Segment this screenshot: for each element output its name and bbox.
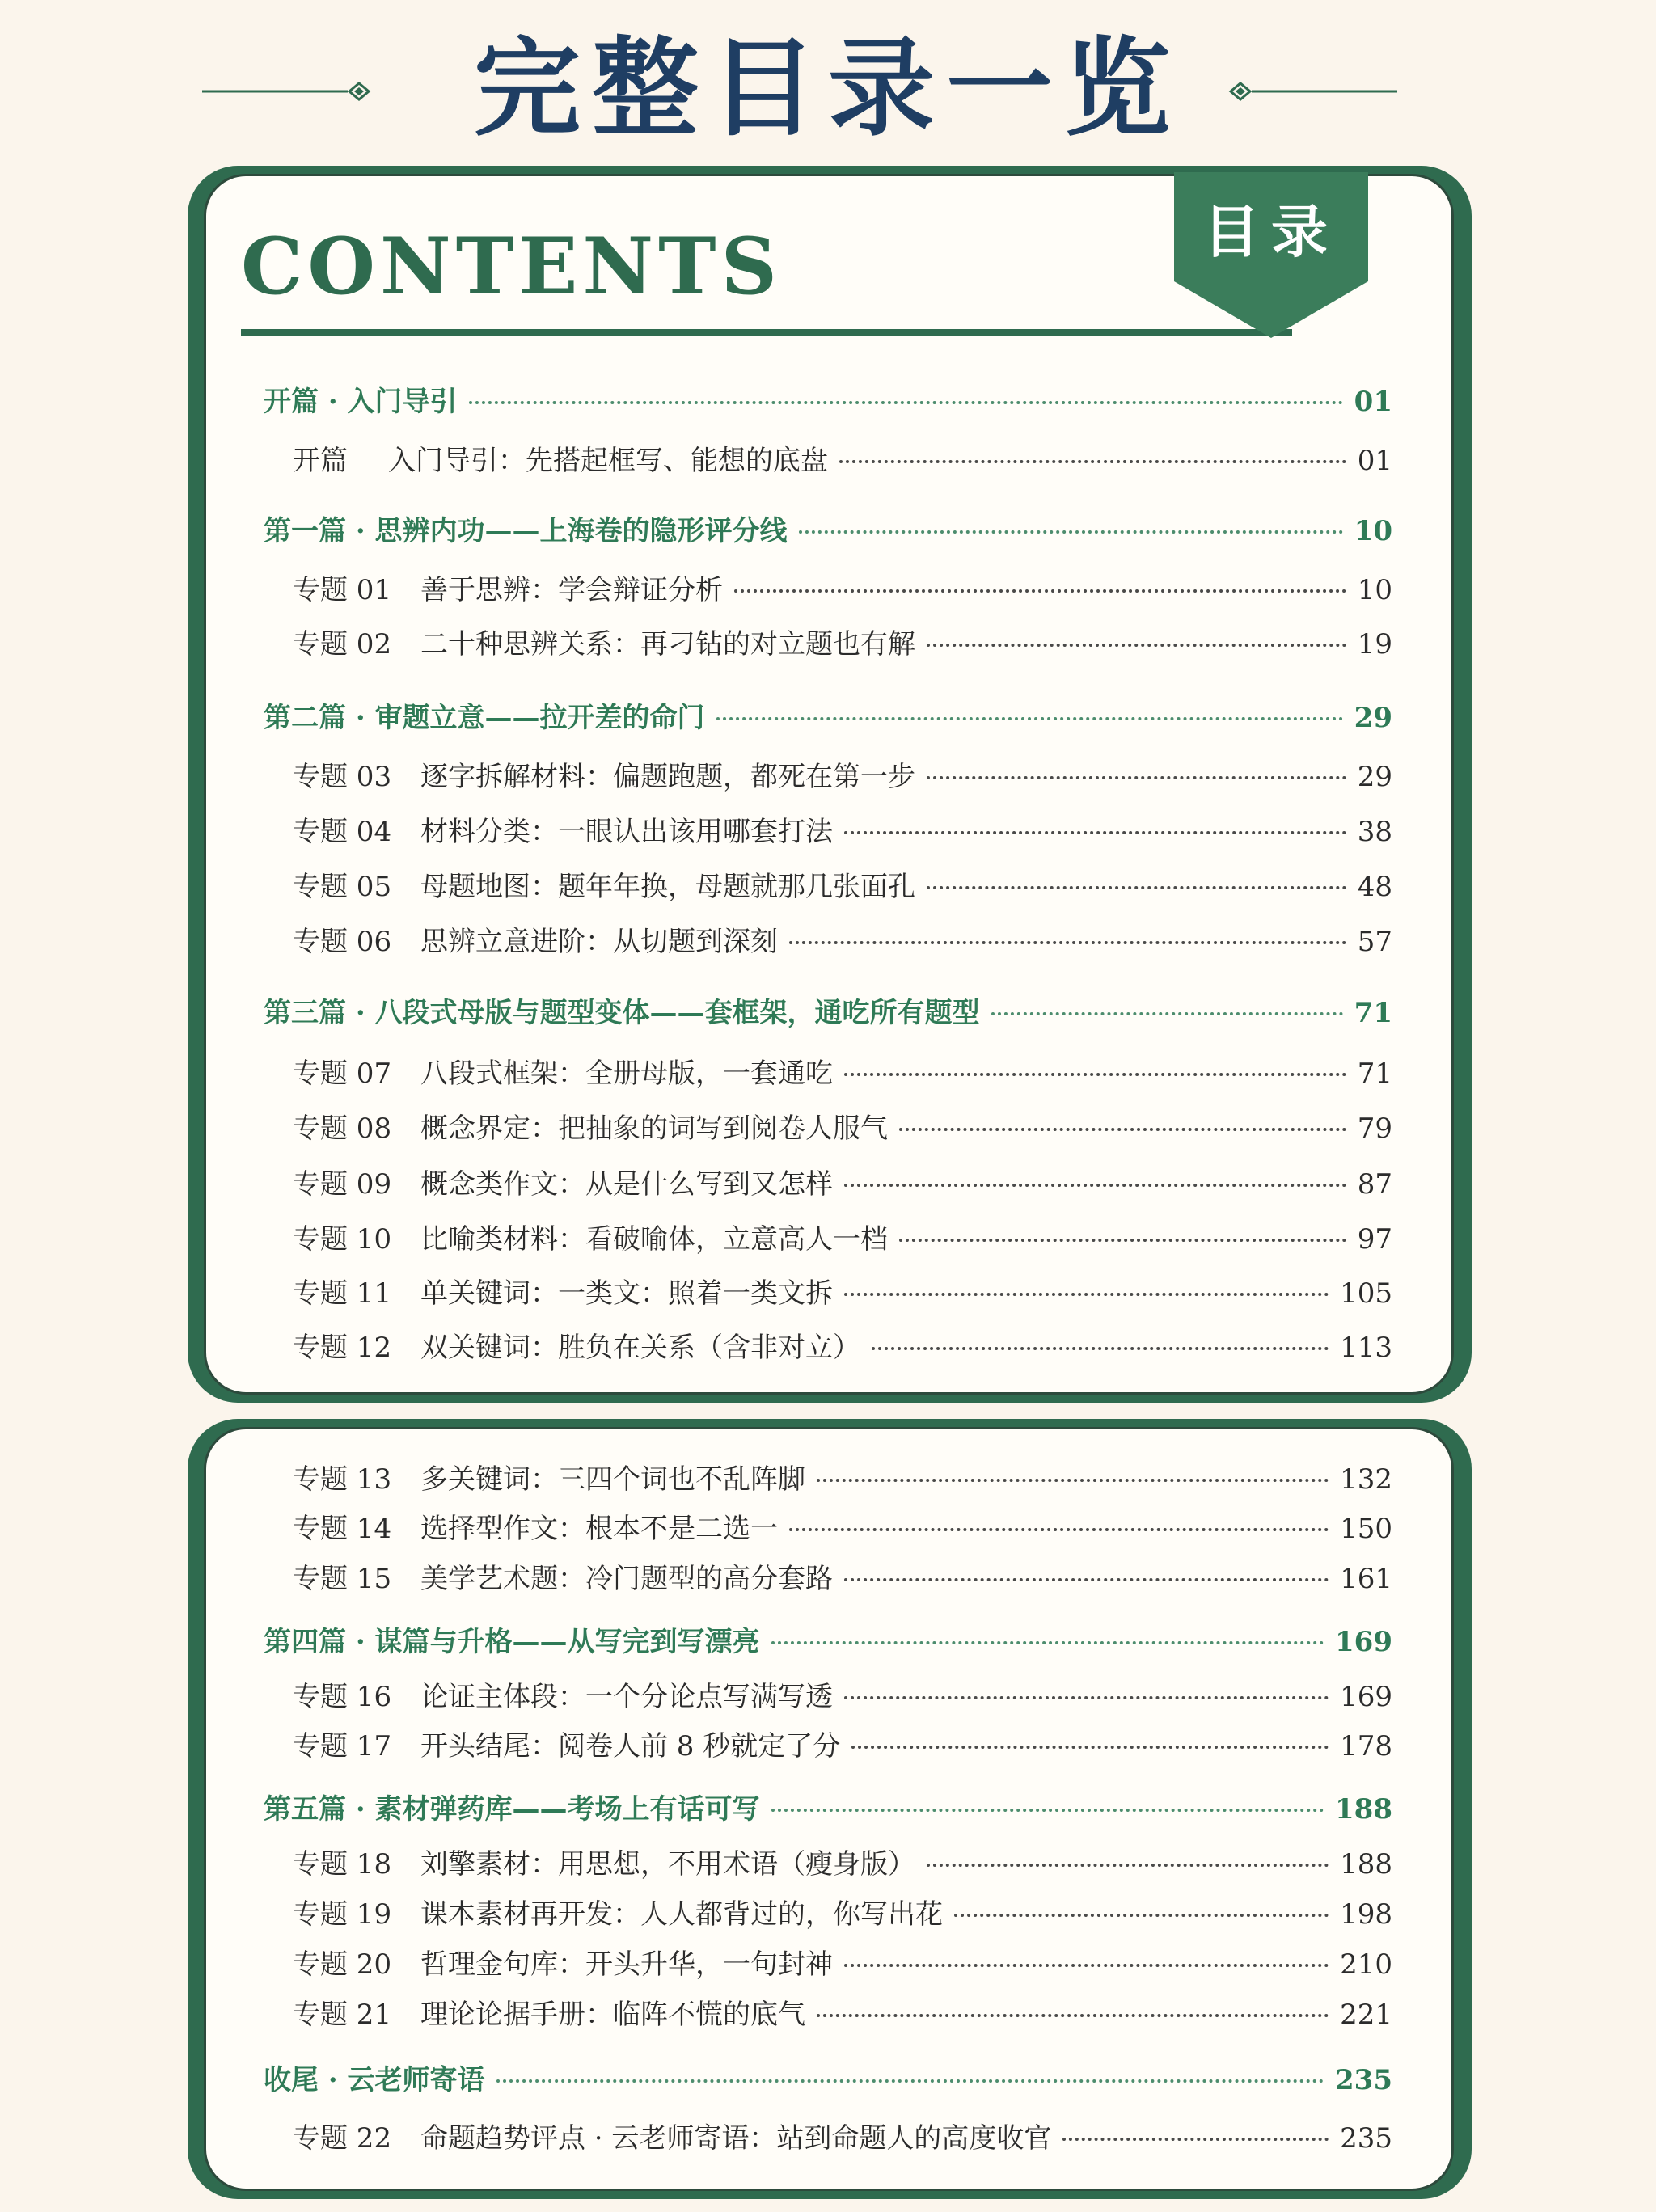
toc-page-number: 105 <box>1340 1277 1392 1310</box>
page-header <box>0 16 1656 162</box>
toc-item-number: 专题 03 <box>293 761 392 793</box>
toc-item-title: 刘擎素材：用思想，不用术语（瘦身版） <box>420 1848 915 1881</box>
dot-leader <box>716 717 1343 720</box>
contents-divider <box>241 329 1292 336</box>
toc-item-title: 入门导引：先搭起框写、能想的底盘 <box>388 445 828 477</box>
toc-page-number: 29 <box>1354 702 1392 734</box>
dot-leader <box>844 1293 1329 1296</box>
mulu-badge-label: 目录 <box>1203 199 1339 265</box>
toc-section-row[interactable] <box>264 382 1392 422</box>
toc-item-number: 专题 02 <box>293 628 392 661</box>
toc-item-title: 逐字拆解材料：偏题跑题，都死在第一步 <box>420 761 915 793</box>
toc-item-number: 专题 06 <box>293 926 392 958</box>
toc-item-number: 专题 08 <box>293 1112 392 1145</box>
toc-item-row[interactable] <box>293 1164 1392 1205</box>
toc-page-number: 48 <box>1357 871 1392 903</box>
toc-item-row[interactable] <box>293 867 1392 907</box>
toc-item-title: 课本素材再开发：人人都背过的，你写出花 <box>420 1898 943 1931</box>
dot-leader <box>817 2014 1329 2017</box>
dot-leader <box>771 1809 1324 1812</box>
dot-leader <box>927 886 1346 889</box>
toc-item-row[interactable] <box>293 1995 1392 2035</box>
toc-page-number: 178 <box>1340 1730 1392 1762</box>
toc-section-row[interactable] <box>264 1789 1392 1830</box>
dot-leader <box>844 831 1346 834</box>
toc-item-row[interactable] <box>293 1328 1392 1368</box>
toc-page-number: 188 <box>1335 1793 1392 1826</box>
toc-item-title: 善于思辨：学会辩证分析 <box>420 574 723 606</box>
toc-page-number: 198 <box>1340 1898 1392 1931</box>
dot-leader <box>991 1012 1343 1015</box>
toc-page-number: 150 <box>1340 1513 1392 1545</box>
toc-section-row[interactable] <box>264 2060 1392 2100</box>
toc-item-number: 专题 13 <box>293 1463 392 1496</box>
dot-leader <box>839 460 1346 463</box>
dot-leader <box>844 1696 1329 1699</box>
dot-leader <box>734 589 1346 593</box>
toc-page-number: 10 <box>1354 515 1392 547</box>
toc-page-number: 235 <box>1335 2064 1392 2096</box>
dot-leader <box>817 1479 1329 1482</box>
toc-page-number: 38 <box>1357 816 1392 848</box>
toc-item-title: 二十种思辨关系：再刁钻的对立题也有解 <box>420 628 915 661</box>
contents-heading: CONTENTS <box>241 221 782 312</box>
toc-page-number: 113 <box>1340 1332 1392 1364</box>
toc-item-number: 开篇 <box>293 445 348 477</box>
dot-leader <box>1062 2138 1329 2141</box>
toc-item-title: 八段式框架：全册母版，一套通吃 <box>420 1057 833 1090</box>
toc-item-row[interactable] <box>293 1894 1392 1935</box>
toc-item-title: 母题地图：题年年换，母题就那几张面孔 <box>420 871 915 903</box>
toc-item-title: 概念类作文：从是什么写到又怎样 <box>420 1168 833 1201</box>
dot-leader <box>844 1578 1329 1581</box>
toc-page-number: 97 <box>1357 1223 1392 1256</box>
toc-item-title: 多关键词：三四个词也不乱阵脚 <box>420 1463 805 1496</box>
toc-item-number: 专题 04 <box>293 816 392 848</box>
toc-item-row[interactable] <box>293 922 1392 962</box>
toc-item-row[interactable] <box>293 1108 1392 1149</box>
toc-page-number: 29 <box>1357 761 1392 793</box>
toc-item-row[interactable] <box>293 1273 1392 1314</box>
toc-item-row[interactable] <box>293 1726 1392 1767</box>
toc-section-row[interactable] <box>264 1622 1392 1662</box>
toc-page-number: 169 <box>1335 1626 1392 1658</box>
toc-item-row[interactable] <box>293 441 1392 481</box>
toc-page-number: 188 <box>1340 1848 1392 1881</box>
dot-leader <box>789 1528 1329 1531</box>
toc-item-title: 单关键词：一类文：照着一类文拆 <box>420 1277 833 1310</box>
toc-item-title: 思辨立意进阶：从切题到深刻 <box>420 926 778 958</box>
toc-page-number: 57 <box>1357 926 1392 958</box>
toc-item-number: 专题 19 <box>293 1898 392 1931</box>
toc-item-title: 材料分类：一眼认出该用哪套打法 <box>420 816 833 848</box>
dot-leader <box>872 1347 1329 1350</box>
toc-item-row[interactable] <box>293 570 1392 610</box>
toc-section-title: 第五篇 · 素材弹药库——考场上有话可写 <box>264 1793 760 1826</box>
toc-section-title: 开篇 · 入门导引 <box>264 386 458 418</box>
dot-leader <box>789 941 1346 944</box>
toc-page-number: 10 <box>1357 574 1392 606</box>
toc-item-row[interactable] <box>293 1459 1392 1500</box>
dot-leader <box>927 1864 1329 1867</box>
page-title: 完整目录一览 <box>474 27 1182 151</box>
toc-item-title: 美学艺术题：冷门题型的高分套路 <box>420 1563 833 1595</box>
dot-leader <box>844 1073 1346 1076</box>
toc-item-number: 专题 18 <box>293 1848 392 1881</box>
dot-leader <box>927 644 1346 647</box>
toc-section-title: 第一篇 · 思辨内功——上海卷的隐形评分线 <box>264 515 788 547</box>
toc-item-row[interactable] <box>293 624 1392 665</box>
toc-item-number: 专题 12 <box>293 1332 392 1364</box>
toc-item-title: 双关键词：胜负在关系（含非对立） <box>420 1332 860 1364</box>
toc-section-row[interactable] <box>264 993 1392 1033</box>
toc-section-title: 收尾 · 云老师寄语 <box>264 2064 485 2096</box>
toc-item-number: 专题 11 <box>293 1277 392 1310</box>
toc-item-number: 专题 16 <box>293 1681 392 1713</box>
toc-item-title: 哲理金句库：开头升华，一句封神 <box>420 1948 833 1981</box>
toc-item-row[interactable] <box>293 1944 1392 1985</box>
dot-leader <box>496 2079 1324 2083</box>
toc-item-row[interactable] <box>293 757 1392 797</box>
toc-page-number: 235 <box>1340 2122 1392 2155</box>
toc-section-row[interactable] <box>264 698 1392 738</box>
toc-item-title: 概念界定：把抽象的词写到阅卷人服气 <box>420 1112 888 1145</box>
dot-leader <box>844 1964 1329 1967</box>
toc-page-number: 169 <box>1340 1681 1392 1713</box>
toc-section-title: 第二篇 · 审题立意——拉开差的命门 <box>264 702 705 734</box>
dot-leader <box>771 1641 1324 1644</box>
toc-page-number: 132 <box>1340 1463 1392 1496</box>
dot-leader <box>851 1746 1329 1749</box>
toc-item-number: 专题 01 <box>293 574 392 606</box>
toc-page-number: 01 <box>1357 445 1392 477</box>
toc-page-number: 79 <box>1357 1112 1392 1145</box>
toc-section-row[interactable] <box>264 511 1392 551</box>
dot-leader <box>799 530 1343 534</box>
toc-item-number: 专题 10 <box>293 1223 392 1256</box>
toc-item-row[interactable] <box>293 1509 1392 1549</box>
toc-item-row[interactable] <box>293 1677 1392 1717</box>
toc-item-number: 专题 05 <box>293 871 392 903</box>
toc-item-number: 专题 14 <box>293 1513 392 1545</box>
toc-item-title: 开头结尾：阅卷人前 8 秒就定了分 <box>420 1730 841 1762</box>
toc-page-number: 161 <box>1340 1563 1392 1595</box>
dot-leader <box>927 776 1346 779</box>
toc-item-title: 命题趋势评点 · 云老师寄语：站到命题人的高度收官 <box>420 2122 1052 2155</box>
dot-leader <box>844 1184 1346 1187</box>
toc-item-number: 专题 15 <box>293 1563 392 1595</box>
toc-item-title: 选择型作文：根本不是二选一 <box>420 1513 778 1545</box>
toc-item-number: 专题 22 <box>293 2122 392 2155</box>
toc-item-title: 论证主体段：一个分论点写满写透 <box>420 1681 833 1713</box>
toc-page-number: 221 <box>1340 1999 1392 2031</box>
toc-item-number: 专题 09 <box>293 1168 392 1201</box>
toc-section-title: 第四篇 · 谋篇与升格——从写完到写漂亮 <box>264 1626 760 1658</box>
dot-leader <box>899 1128 1346 1131</box>
toc-item-row[interactable] <box>293 812 1392 852</box>
toc-item-row[interactable] <box>293 1053 1392 1094</box>
toc-page-number: 01 <box>1354 386 1392 418</box>
toc-item-number: 专题 21 <box>293 1999 392 2031</box>
toc-page-number: 71 <box>1354 997 1392 1029</box>
toc-item-number: 专题 20 <box>293 1948 392 1981</box>
toc-section-title: 第三篇 · 八段式母版与题型变体——套框架，通吃所有题型 <box>264 997 980 1029</box>
toc-page-number: 210 <box>1340 1948 1392 1981</box>
toc-item-row[interactable] <box>293 1844 1392 1885</box>
toc-item-title: 比喻类材料：看破喻体，立意高人一档 <box>420 1223 888 1256</box>
right-ornament-icon <box>1227 79 1397 103</box>
dot-leader <box>469 401 1343 404</box>
toc-item-row[interactable] <box>293 1219 1392 1260</box>
toc-page-number: 87 <box>1357 1168 1392 1201</box>
toc-item-number: 专题 07 <box>293 1057 392 1090</box>
toc-item-title: 理论论据手册：临阵不慌的底气 <box>420 1999 805 2031</box>
toc-item-row[interactable] <box>293 2118 1392 2159</box>
toc-page-number: 19 <box>1357 628 1392 661</box>
toc-page-number: 71 <box>1357 1057 1392 1090</box>
dot-leader <box>954 1914 1329 1917</box>
dot-leader <box>899 1239 1346 1242</box>
toc-item-number: 专题 17 <box>293 1730 392 1762</box>
toc-item-row[interactable] <box>293 1559 1392 1599</box>
